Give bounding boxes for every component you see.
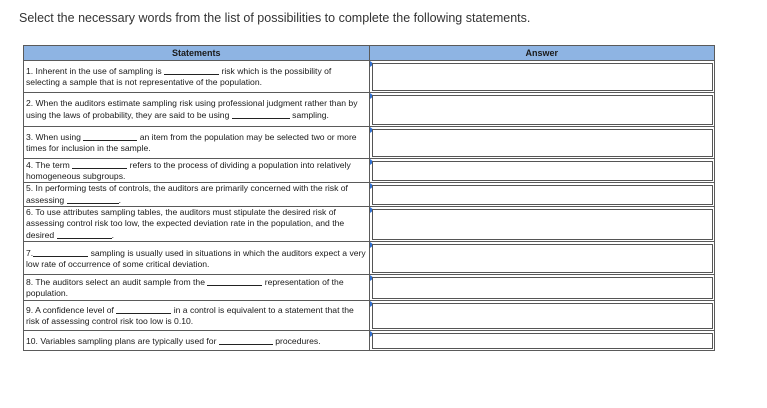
statement-cell [24,127,370,159]
statement-text-end: representation of the population. [26,277,344,298]
table-row [24,301,715,331]
answer-dropdown[interactable] [372,129,714,157]
statement-text-end: an item from the population may be selected two or more times for inclusion in the sample. [26,132,357,153]
answer-cell [369,331,715,351]
table-row [24,242,715,275]
answer-dropdown[interactable] [372,277,714,299]
statement-cell [24,301,370,331]
answer-cell [369,301,715,331]
statement-text-end: procedures. [275,335,321,346]
answer-dropdown[interactable] [372,303,714,329]
statement-cell [24,275,370,301]
statement-cell [24,207,370,242]
answer-dropdown[interactable] [372,95,714,125]
statement-text-start: 10. Variables sampling plans are typically used for [26,335,217,346]
table-row [24,93,715,127]
blank-line [57,229,112,239]
answer-dropdown[interactable] [372,63,714,91]
answer-cell [369,127,715,159]
statement-text-end: . [118,195,121,205]
statement-cell [24,93,370,127]
statement-text-start: 3. When using [26,132,81,142]
answer-dropdown[interactable] [372,209,714,240]
blank-line [207,276,262,286]
table-row [24,61,715,93]
answer-dropdown[interactable] [372,333,714,349]
blank-line [164,65,219,75]
table-row [24,127,715,159]
statement-cell [24,183,370,207]
table-header-row [24,46,715,61]
statement-text-start: 2. When the auditors estimate sampling risk using professional judgment rather than by using the laws of probability, they are said to be using [26,98,358,120]
table-row [24,331,715,351]
statements-table [23,45,715,351]
answer-dropdown[interactable] [372,161,714,181]
instruction-text: Select the necessary words from the list of possibilities to complete the following statements. [19,11,531,25]
statement-text-end: in a control is equivalent to a statement that the risk of assessing control risk too low is 0.10. [26,305,354,326]
statement-text-end: . [111,230,114,240]
answer-cell [369,159,715,183]
statement-text-end: sampling is usually used in situations in which the auditors expect a very low rate of occurrence of some critical deviation. [26,247,366,269]
table-row [24,275,715,301]
answer-cell [369,207,715,242]
statement-cell [24,331,370,351]
statement-cell [24,61,370,93]
answer-cell [369,61,715,93]
answer-header: Answer [369,46,715,61]
answer-dropdown[interactable] [372,185,714,205]
table-row [24,159,715,183]
statement-text-start: 5. In performing tests of controls, the auditors are primarily concerned with the risk of assessing [26,183,348,205]
statement-text-end: risk which is the possibility of selecting a sample that is not representative of the population. [26,66,332,87]
statement-text-end: refers to the process of dividing a population into relatively homogeneous subgroups. [26,160,351,181]
blank-line [116,304,171,314]
statement-text-start: 1. Inherent in the use of sampling is [26,66,162,76]
answer-cell [369,275,715,301]
statement-cell [24,242,370,275]
blank-line [232,109,290,119]
statement-cell [24,159,370,183]
blank-line [67,194,119,204]
statement-text-start: 4. The term [26,160,70,170]
blank-line [219,335,273,345]
answer-dropdown[interactable] [372,244,714,273]
table-row [24,207,715,242]
statement-text-start: 8. The auditors select an audit sample from the [26,277,205,287]
statements-header: Statements [24,46,370,61]
statement-text-end: sampling. [292,110,329,120]
answer-cell [369,93,715,127]
statement-text-start: 7. [26,247,34,258]
blank-line [72,159,127,169]
answer-cell [369,242,715,275]
statement-text-start: 6. To use attributes sampling tables, the auditors must stipulate the desired risk of assessing control risk too low, the expected deviation rate in the population, and the desired [26,207,345,240]
answer-cell [369,183,715,207]
blank-line [83,131,137,141]
statement-text-start: 9. A confidence level of [26,305,114,315]
blank-line [33,247,88,257]
table-row [24,183,715,207]
